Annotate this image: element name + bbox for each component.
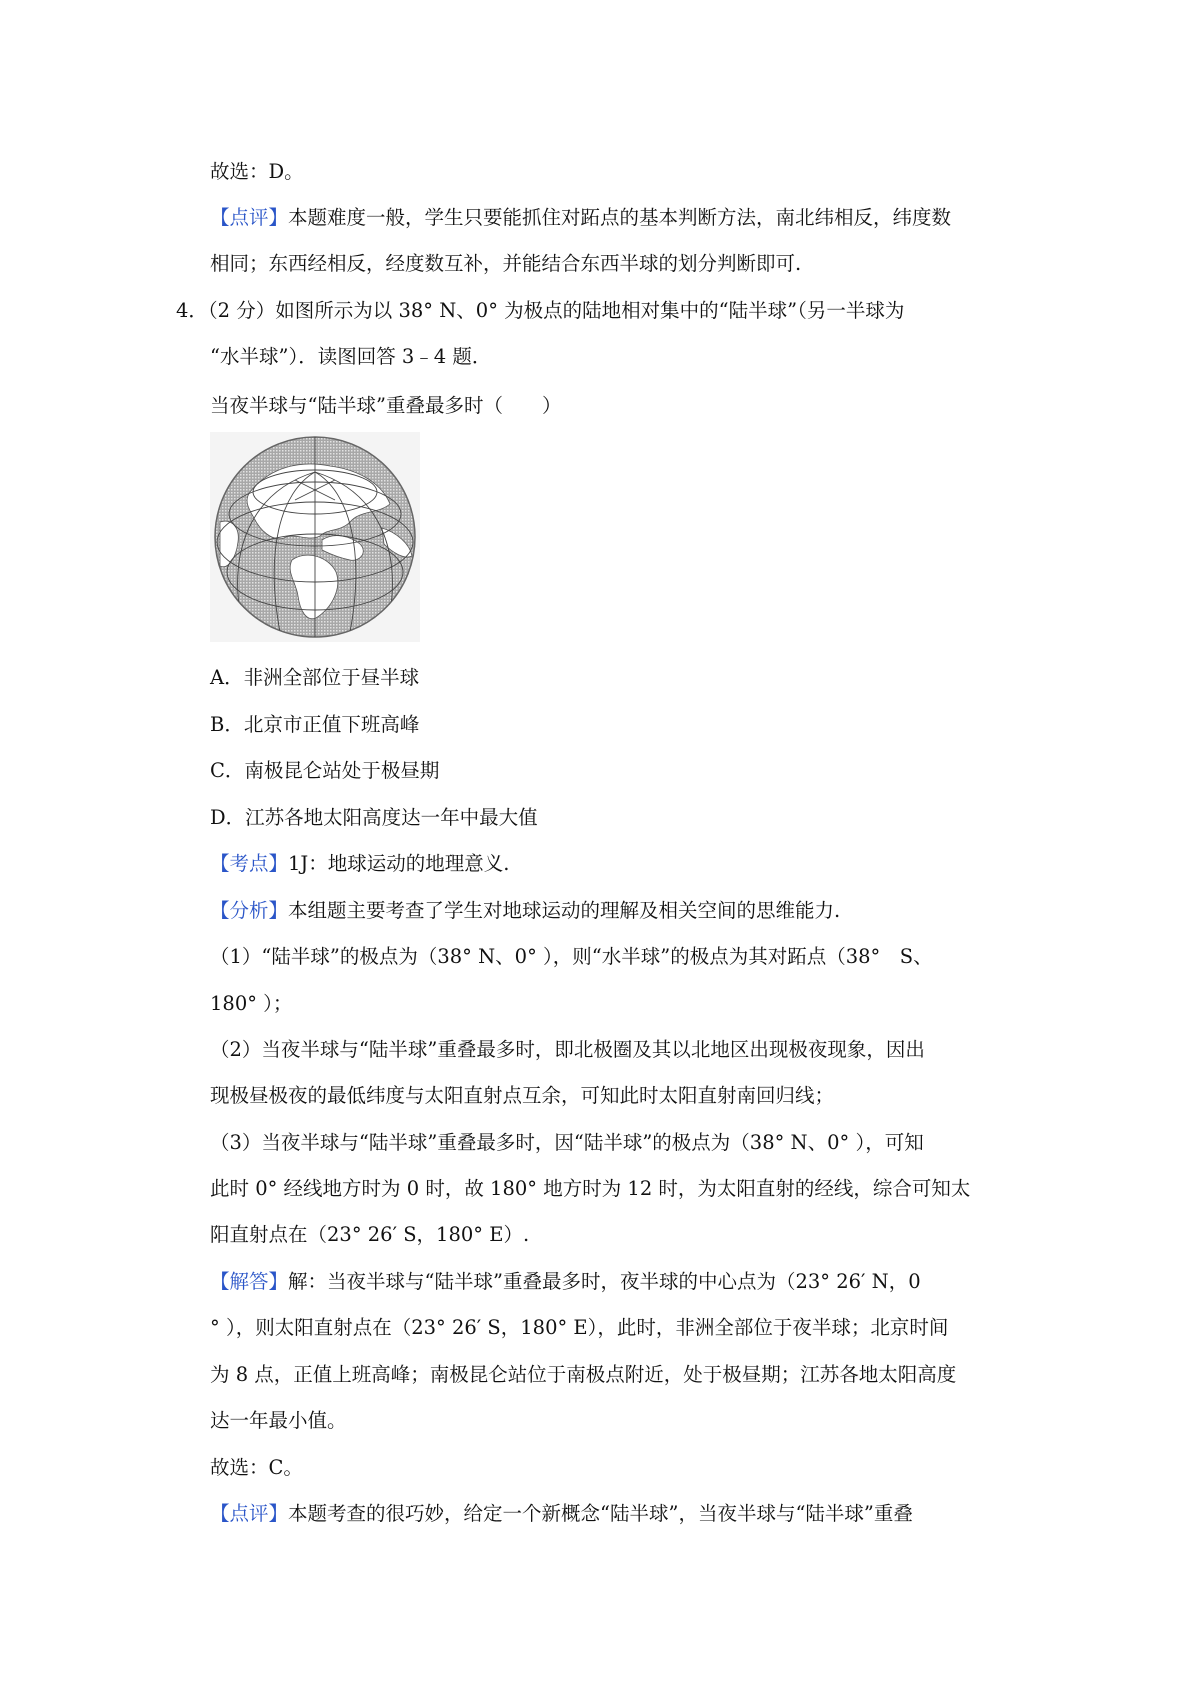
kaodian-text: 1J：地球运动的地理意义.	[288, 852, 510, 875]
jieda-line4: 达一年最小值。	[210, 1409, 347, 1432]
option-a: A．非洲全部位于昼半球	[210, 666, 420, 689]
review-text: 本题考查的很巧妙，给定一个新概念“陆半球”，当夜半球与“陆半球”重叠	[288, 1502, 913, 1525]
review-tag: 【点评】	[210, 1502, 289, 1525]
prev-answer: 故选：D。	[210, 160, 304, 183]
answer: 故选：C。	[210, 1456, 303, 1479]
review-line	[210, 1500, 913, 1528]
fenxi-p1-line2: 180° ）；	[210, 992, 293, 1015]
fenxi-p1-line1: （1）“陆半球”的极点为（38° N、0° ），则“水半球”的极点为其对跖点（38° S、	[210, 945, 933, 968]
jieda-text: 解：当夜半球与“陆半球”重叠最多时，夜半球的中心点为（23° 26′ N，0	[288, 1270, 921, 1293]
fenxi-text: 本组题主要考查了学生对地球运动的理解及相关空间的思维能力.	[288, 899, 841, 922]
fenxi-p3-line1: （3）当夜半球与“陆半球”重叠最多时，因“陆半球”的极点为（38° N、0° ），可知	[210, 1131, 924, 1154]
question-stem: 当夜半球与“陆半球”重叠最多时（ ）	[210, 394, 562, 417]
jieda-line1	[210, 1268, 921, 1296]
question-line1: 4．（2 分）如图所示为以 38° N、0° 为极点的陆地相对集中的“陆半球”（另一半球为	[176, 299, 905, 322]
fenxi-p3-line3: 阳直射点在（23° 26′ S，180° E）.	[210, 1223, 530, 1246]
prev-review-line1	[210, 204, 951, 232]
fenxi-line	[210, 897, 840, 925]
review-text: 本题难度一般，学生只要能抓住对跖点的基本判断方法，南北纬相反，纬度数	[288, 206, 952, 229]
prev-review-line2: 相同；东西经相反，经度数互补，并能结合东西半球的划分判断即可.	[210, 252, 802, 275]
fenxi-p2-line2: 现极昼极夜的最低纬度与太阳直射点互余，可知此时太阳直射南回归线；	[210, 1084, 835, 1107]
review-tag: 【点评】	[210, 206, 289, 229]
option-b: B．北京市正值下班高峰	[210, 713, 420, 736]
fenxi-p2-line1: （2）当夜半球与“陆半球”重叠最多时，即北极圈及其以北地区出现极夜现象，因出	[210, 1038, 925, 1061]
land-hemisphere-globe-figure	[210, 432, 420, 642]
question-line2: “水半球”）．读图回答 3﹣4 题．	[210, 345, 492, 368]
kaodian-line	[210, 850, 509, 878]
option-d: D．江苏各地太阳高度达一年中最大值	[210, 806, 538, 829]
fenxi-p3-line2: 此时 0° 经线地方时为 0 时，故 180° 地方时为 12 时，为太阳直射的经线，综合可知太	[210, 1177, 971, 1200]
jieda-line2: ° ），则太阳直射点在（23° 26′ S，180° E），此时，非洲全部位于夜半球；北京时间	[210, 1316, 949, 1339]
option-c: C．南极昆仑站处于极昼期	[210, 759, 440, 782]
fenxi-tag: 【分析】	[210, 899, 289, 922]
jieda-line3: 为 8 点，正值上班高峰；南极昆仑站位于南极点附近，处于极昼期；江苏各地太阳高度	[210, 1363, 957, 1386]
kaodian-tag: 【考点】	[210, 852, 289, 875]
jieda-tag: 【解答】	[210, 1270, 289, 1293]
